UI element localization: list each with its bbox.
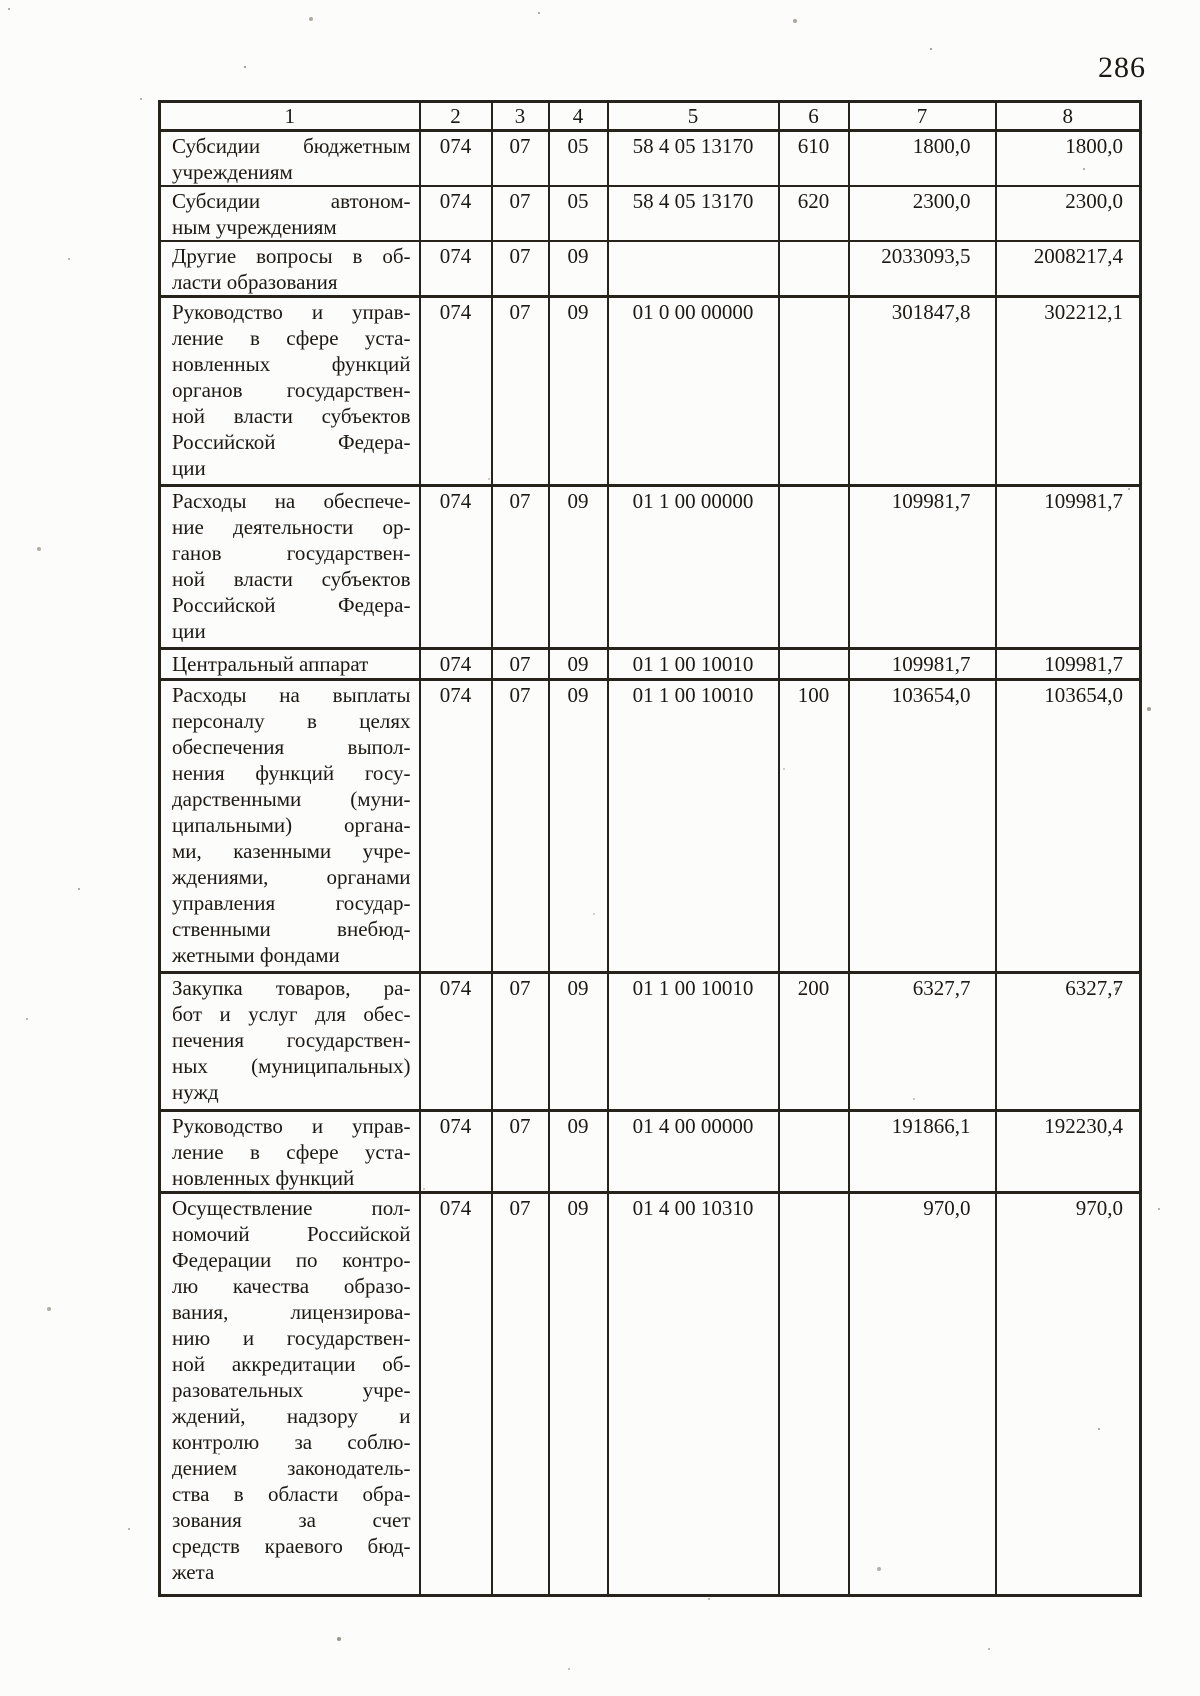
cell-c3: 07 bbox=[492, 186, 549, 241]
cell-c4: 09 bbox=[549, 1111, 608, 1193]
table-row bbox=[160, 680, 1141, 973]
row-label-line: Осуществление пол- bbox=[172, 1196, 411, 1220]
cell-c4: 09 bbox=[549, 973, 608, 1111]
cell-c8: 302212,1 bbox=[996, 297, 1141, 486]
cell-c4: 09 bbox=[549, 241, 608, 297]
row-label-line: Субсидии автоном- bbox=[172, 189, 411, 213]
row-label-line: ми, казенными учре- bbox=[172, 839, 411, 863]
row-label-cell bbox=[160, 241, 420, 297]
row-label-line: ным учреждениям bbox=[172, 215, 337, 239]
row-label-line: ласти образования bbox=[172, 270, 338, 294]
cell-c5: 58 4 05 13170 bbox=[608, 186, 779, 241]
row-label-line: нию и государствен- bbox=[172, 1326, 411, 1350]
table-row bbox=[160, 186, 1141, 241]
cell-c8: 1800,0 bbox=[996, 131, 1141, 187]
row-label-line: Руководство и управ- bbox=[172, 300, 411, 324]
cell-c4: 05 bbox=[549, 186, 608, 241]
table-header-row bbox=[160, 102, 1141, 131]
cell-c5: 01 4 00 10310 bbox=[608, 1193, 779, 1596]
row-label-line: новленных функций bbox=[172, 1166, 355, 1190]
row-label-cell bbox=[160, 649, 420, 680]
row-label-line: обеспечения выпол- bbox=[172, 735, 411, 759]
cell-c8: 103654,0 bbox=[996, 680, 1141, 973]
row-label-line: дарственными (муни- bbox=[172, 787, 411, 811]
cell-c2: 074 bbox=[420, 131, 492, 187]
cell-c8: 970,0 bbox=[996, 1193, 1141, 1596]
row-label-line: жетными фондами bbox=[172, 943, 340, 967]
cell-c2: 074 bbox=[420, 1111, 492, 1193]
table-row bbox=[160, 241, 1141, 297]
cell-c6 bbox=[779, 1111, 849, 1193]
cell-c5 bbox=[608, 241, 779, 297]
row-label-line: Расходы на обеспече- bbox=[172, 489, 411, 513]
row-label-line: ние деятельности ор- bbox=[172, 515, 411, 539]
row-label-cell bbox=[160, 680, 420, 973]
table-row bbox=[160, 297, 1141, 486]
cell-c3: 07 bbox=[492, 680, 549, 973]
row-label-line: учреждениям bbox=[172, 160, 293, 184]
cell-c6: 100 bbox=[779, 680, 849, 973]
cell-c4: 05 bbox=[549, 131, 608, 187]
cell-c7: 970,0 bbox=[849, 1193, 996, 1596]
cell-c8: 192230,4 bbox=[996, 1111, 1141, 1193]
cell-c2: 074 bbox=[420, 297, 492, 486]
cell-c4: 09 bbox=[549, 680, 608, 973]
row-label-line: ганов государствен- bbox=[172, 541, 411, 565]
row-label-line: ждений, надзору и bbox=[172, 1404, 411, 1428]
row-label-line: ции bbox=[172, 619, 206, 643]
column-header: 6 bbox=[779, 102, 849, 131]
row-label-line: управления государ- bbox=[172, 891, 411, 915]
cell-c2: 074 bbox=[420, 1193, 492, 1596]
cell-c3: 07 bbox=[492, 973, 549, 1111]
cell-c5: 01 0 00 00000 bbox=[608, 297, 779, 486]
cell-c2: 074 bbox=[420, 973, 492, 1111]
row-label-line: жета bbox=[172, 1560, 215, 1584]
cell-c7: 6327,7 bbox=[849, 973, 996, 1111]
cell-c7: 109981,7 bbox=[849, 486, 996, 649]
cell-c4: 09 bbox=[549, 486, 608, 649]
cell-c7: 109981,7 bbox=[849, 649, 996, 680]
row-label-line: ципальными) органа- bbox=[172, 813, 411, 837]
row-label-line: Российской Федера- bbox=[172, 593, 411, 617]
row-label-line: ной власти субъектов bbox=[172, 567, 411, 591]
cell-c3: 07 bbox=[492, 1111, 549, 1193]
row-label-line: ных (муниципальных) bbox=[172, 1054, 411, 1078]
cell-c6 bbox=[779, 241, 849, 297]
cell-c8: 2300,0 bbox=[996, 186, 1141, 241]
cell-c4: 09 bbox=[549, 649, 608, 680]
row-label-line: Руководство и управ- bbox=[172, 1114, 411, 1138]
row-label-line: ства в области обра- bbox=[172, 1482, 411, 1506]
row-label-cell bbox=[160, 1111, 420, 1193]
cell-c8: 2008217,4 bbox=[996, 241, 1141, 297]
cell-c7: 1800,0 bbox=[849, 131, 996, 187]
cell-c3: 07 bbox=[492, 486, 549, 649]
row-label-line: дением законодатель- bbox=[172, 1456, 411, 1480]
cell-c3: 07 bbox=[492, 131, 549, 187]
cell-c7: 2300,0 bbox=[849, 186, 996, 241]
table-row bbox=[160, 1193, 1141, 1596]
row-label-cell bbox=[160, 973, 420, 1111]
column-header: 3 bbox=[492, 102, 549, 131]
row-label-cell bbox=[160, 1193, 420, 1596]
row-label-line: печения государствен- bbox=[172, 1028, 411, 1052]
cell-c6: 610 bbox=[779, 131, 849, 187]
row-label-line: Федерации по контро- bbox=[172, 1248, 411, 1272]
cell-c8: 6327,7 bbox=[996, 973, 1141, 1111]
row-label-line: персоналу в целях bbox=[172, 709, 411, 733]
row-label-line: ной аккредитации об- bbox=[172, 1352, 411, 1376]
cell-c6 bbox=[779, 297, 849, 486]
cell-c5: 01 1 00 10010 bbox=[608, 973, 779, 1111]
cell-c3: 07 bbox=[492, 1193, 549, 1596]
table-row bbox=[160, 1111, 1141, 1193]
cell-c5: 01 1 00 10010 bbox=[608, 649, 779, 680]
row-label-line: зования за счет bbox=[172, 1508, 411, 1532]
row-label-line: ственными внебюд- bbox=[172, 917, 411, 941]
row-label-line: Субсидии бюджетным bbox=[172, 134, 411, 158]
row-label-cell bbox=[160, 297, 420, 486]
row-label-line: нужд bbox=[172, 1080, 219, 1104]
column-header: 7 bbox=[849, 102, 996, 131]
cell-c6 bbox=[779, 649, 849, 680]
cell-c7: 2033093,5 bbox=[849, 241, 996, 297]
row-label-line: органов государствен- bbox=[172, 378, 411, 402]
row-label-line: ции bbox=[172, 456, 206, 480]
cell-c4: 09 bbox=[549, 1193, 608, 1596]
row-label-line: Расходы на выплаты bbox=[172, 683, 411, 707]
row-label-cell bbox=[160, 131, 420, 187]
row-label-line: контролю за соблю- bbox=[172, 1430, 411, 1454]
row-label-line: Другие вопросы в об- bbox=[172, 244, 411, 268]
row-label-line: нения функций госу- bbox=[172, 761, 411, 785]
cell-c2: 074 bbox=[420, 186, 492, 241]
page-number: 286 bbox=[1098, 51, 1146, 84]
row-label-cell bbox=[160, 186, 420, 241]
cell-c2: 074 bbox=[420, 241, 492, 297]
cell-c3: 07 bbox=[492, 297, 549, 486]
row-label-line: бот и услуг для обес- bbox=[172, 1002, 411, 1026]
row-label-line: Закупка товаров, ра- bbox=[172, 976, 411, 1000]
cell-c5: 01 1 00 00000 bbox=[608, 486, 779, 649]
table-row bbox=[160, 973, 1141, 1111]
row-label-line: лю качества образо- bbox=[172, 1274, 411, 1298]
cell-c5: 01 4 00 00000 bbox=[608, 1111, 779, 1193]
cell-c4: 09 bbox=[549, 297, 608, 486]
column-header: 4 bbox=[549, 102, 608, 131]
row-label-line: разовательных учре- bbox=[172, 1378, 411, 1402]
column-header: 8 bbox=[996, 102, 1141, 131]
row-label-line: средств краевого бюд- bbox=[172, 1534, 411, 1558]
column-header: 5 bbox=[608, 102, 779, 131]
column-header: 1 bbox=[160, 102, 420, 131]
cell-c7: 191866,1 bbox=[849, 1111, 996, 1193]
row-label-line: Российской Федера- bbox=[172, 430, 411, 454]
table-row bbox=[160, 486, 1141, 649]
cell-c3: 07 bbox=[492, 649, 549, 680]
row-label-line: вания, лицензирова- bbox=[172, 1300, 411, 1324]
cell-c5: 58 4 05 13170 bbox=[608, 131, 779, 187]
row-label-line: Центральный аппарат bbox=[172, 652, 369, 676]
cell-c7: 103654,0 bbox=[849, 680, 996, 973]
row-label-cell bbox=[160, 486, 420, 649]
cell-c6 bbox=[779, 1193, 849, 1596]
row-label-line: новленных функций bbox=[172, 352, 411, 376]
row-label-line: ление в сфере уста- bbox=[172, 326, 411, 350]
cell-c2: 074 bbox=[420, 649, 492, 680]
row-label-line: ление в сфере уста- bbox=[172, 1140, 411, 1164]
cell-c3: 07 bbox=[492, 241, 549, 297]
budget-table bbox=[158, 100, 1142, 1597]
cell-c8: 109981,7 bbox=[996, 649, 1141, 680]
table-row bbox=[160, 131, 1141, 187]
cell-c6: 620 bbox=[779, 186, 849, 241]
row-label-line: ждениями, органами bbox=[172, 865, 411, 889]
row-label-line: номочий Российской bbox=[172, 1222, 411, 1246]
cell-c5: 01 1 00 10010 bbox=[608, 680, 779, 973]
column-header: 2 bbox=[420, 102, 492, 131]
cell-c2: 074 bbox=[420, 486, 492, 649]
cell-c6 bbox=[779, 486, 849, 649]
row-label-line: ной власти субъектов bbox=[172, 404, 411, 428]
cell-c6: 200 bbox=[779, 973, 849, 1111]
cell-c2: 074 bbox=[420, 680, 492, 973]
table-row bbox=[160, 649, 1141, 680]
cell-c8: 109981,7 bbox=[996, 486, 1141, 649]
cell-c7: 301847,8 bbox=[849, 297, 996, 486]
scan-noise bbox=[8, 8, 10, 10]
